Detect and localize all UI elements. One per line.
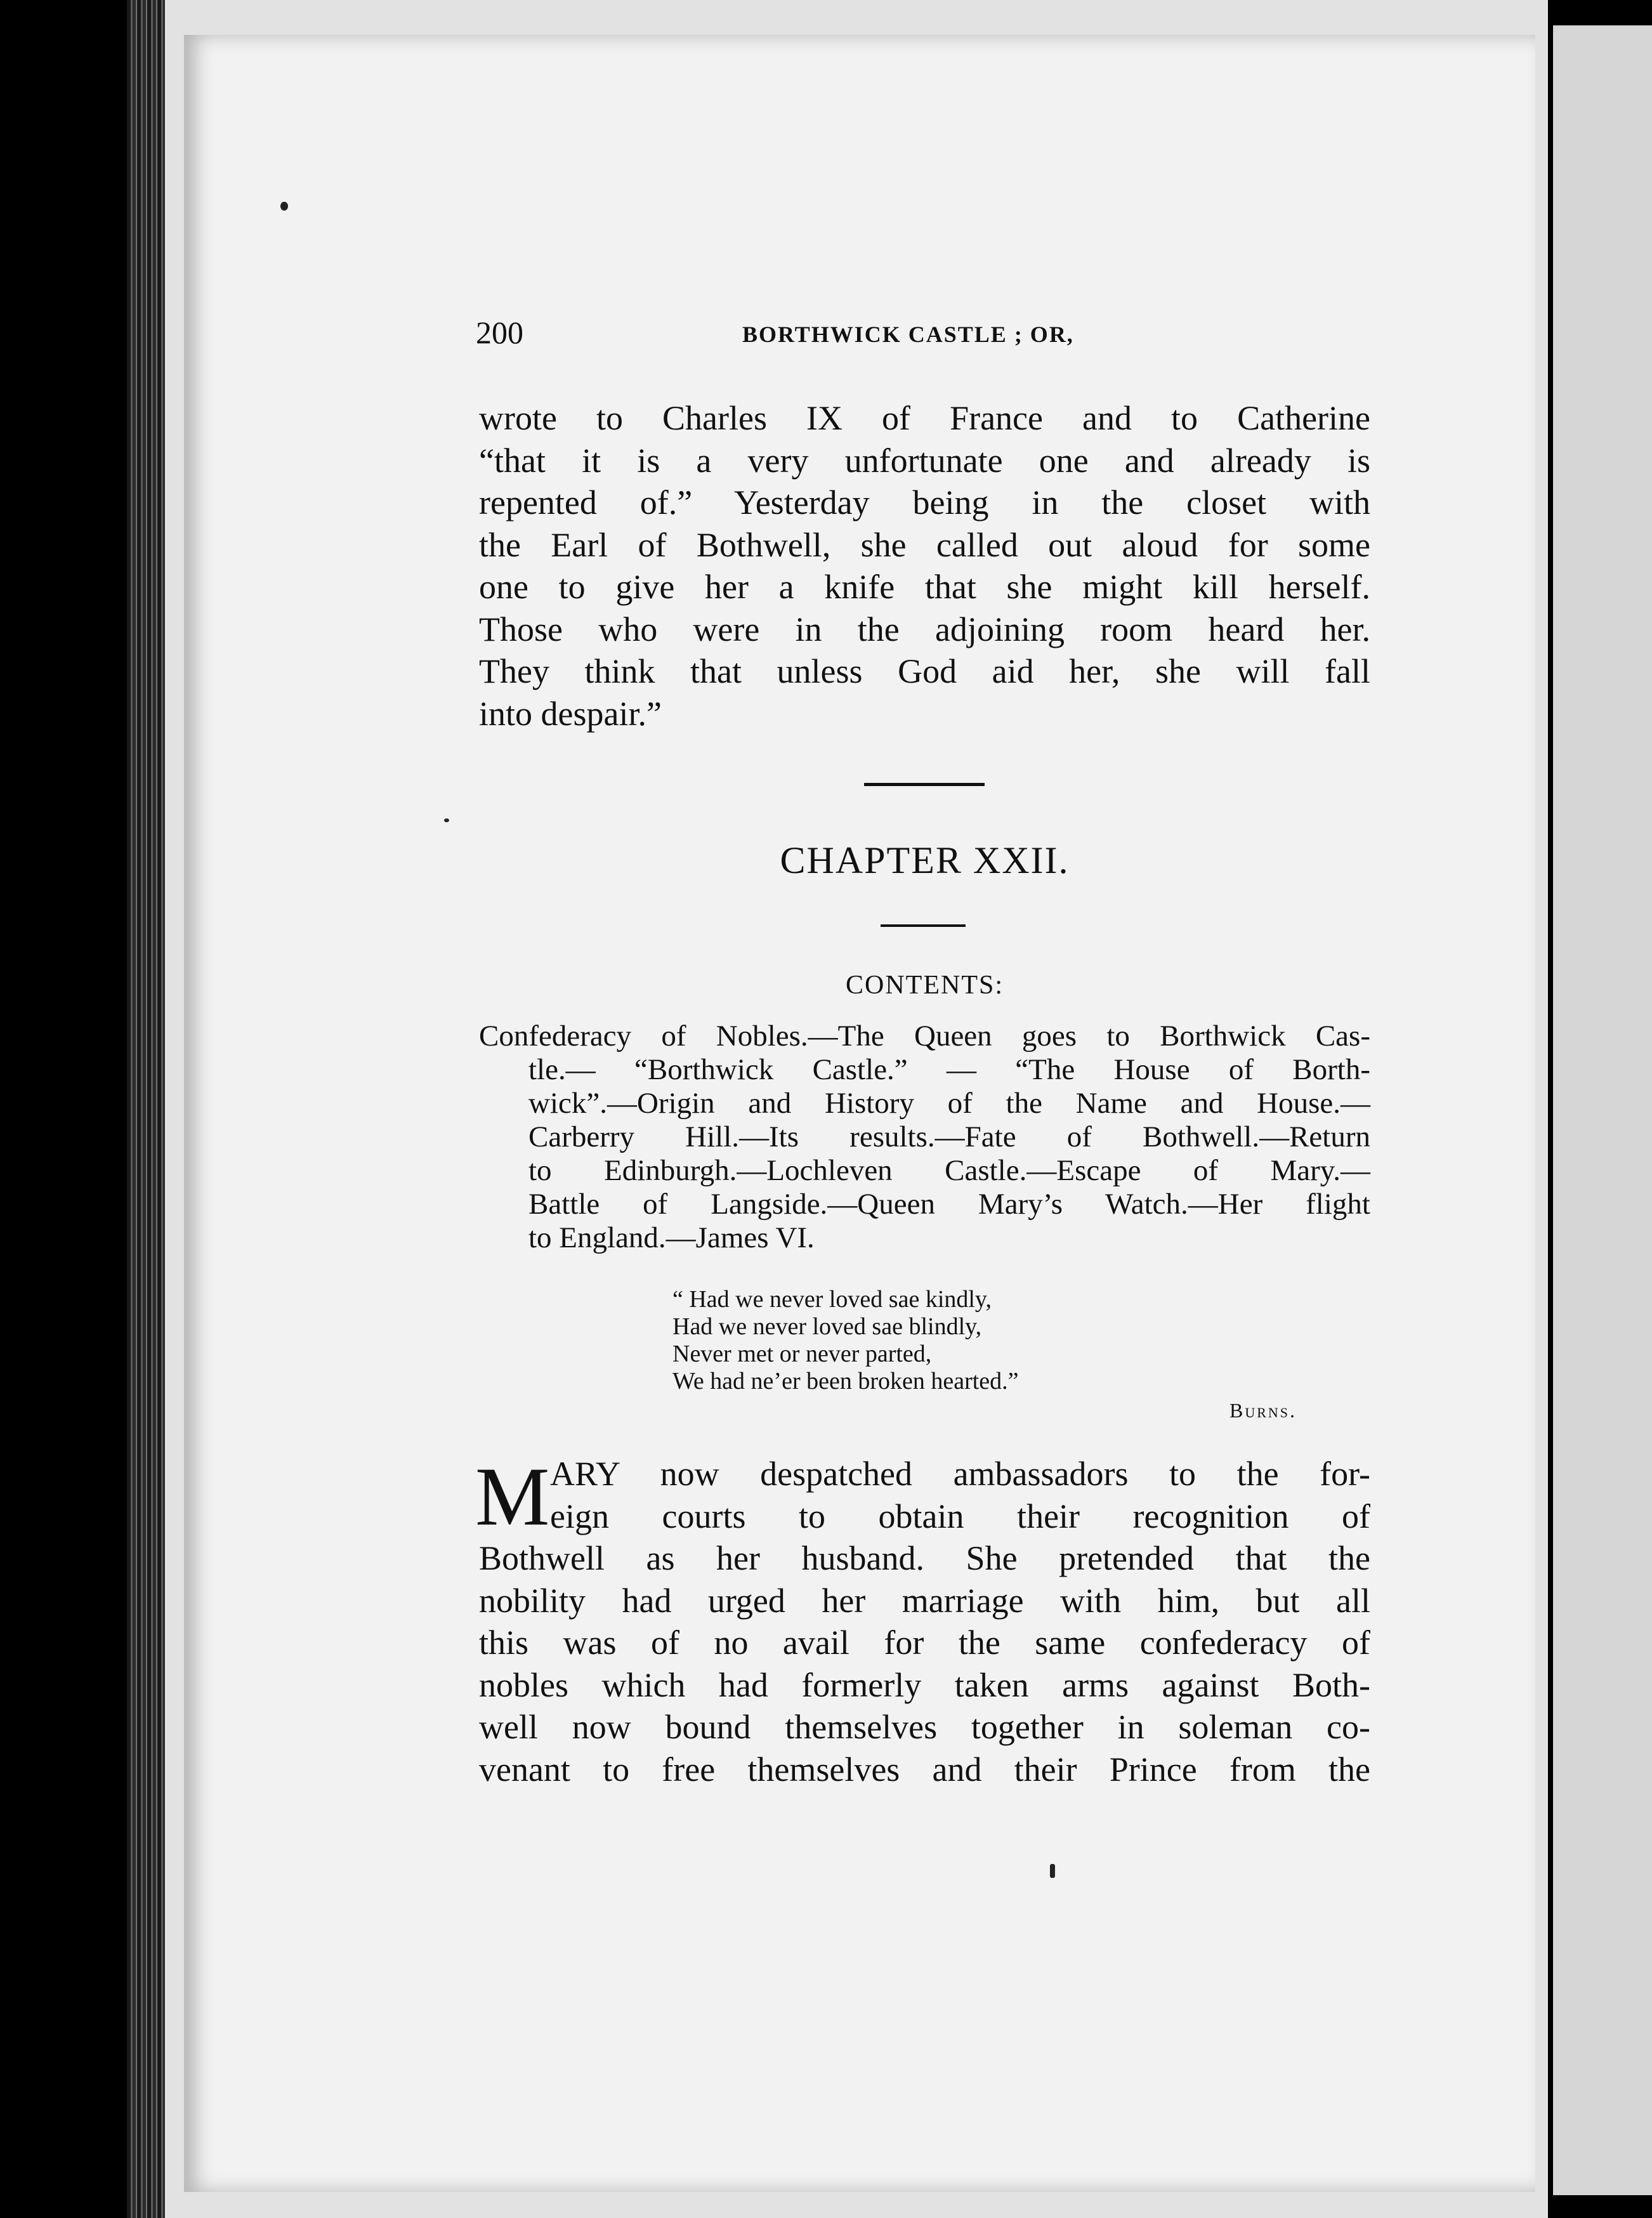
text-line: wrote to Charles IX of France and to Catherine [479,399,1370,437]
running-head: BORTHWICK CASTLE ; OR, [742,322,1074,347]
chapter-paragraph [475,1450,1370,1790]
ink-speck [280,202,288,211]
text-line: venant to free themselves and their Prince from the [479,1750,1370,1788]
section-rule [864,783,985,786]
page-number: 200 [476,315,523,350]
contents-line: wick”.—Origin and History of the Name and House.— [528,1087,1370,1120]
contents-line: to England.—James VI. [528,1221,815,1254]
epigraph-line: We had ne’er been broken hearted.” [672,1368,1019,1394]
contents-line: Carberry Hill.—Its results.—Fate of Bothwell.—Return [528,1120,1370,1153]
chapter-title: CHAPTER XXII. [780,839,1070,881]
ink-speck [1050,1864,1055,1878]
text-line: eign courts to obtain their recognition of [550,1497,1370,1535]
ink-speck [444,818,449,822]
contents-heading: CONTENTS: [846,971,1004,1000]
text-line: nobility had urged her marriage with him, but all [479,1581,1370,1620]
text-line: “that it is a very unfortunate one and already is [479,441,1370,480]
epigraph-line: Had we never loved sae blindly, [672,1313,982,1340]
epigraph-line: “ Had we never loved sae kindly, [672,1286,992,1313]
contents-line: to Edinburgh.—Lochleven Castle.—Escape of Mary.— [528,1154,1370,1187]
text-line: nobles which had formerly taken arms against Both- [479,1665,1370,1704]
text-line: this was of no avail for the same confederacy of [479,1624,1370,1662]
epigraph [672,1286,1019,1395]
facing-page-edge [1553,25,1652,2195]
text-line: ARY now despatched ambassadors to the for- [550,1455,1370,1493]
opening-paragraph [479,397,1370,735]
text-line: well now bound themselves together in soleman co- [479,1708,1370,1746]
text-line: Those who were in the adjoining room heard her. [479,610,1370,648]
text-line: They think that unless God aid her, she will fall [479,652,1370,690]
chapter-contents [479,1020,1370,1255]
drop-cap: M [475,1450,550,1543]
contents-line: tle.— “Borthwick Castle.” — “The House of Borth- [528,1053,1370,1086]
text-line: the Earl of Bothwell, she called out aloud for some [479,525,1370,564]
contents-line: Confederacy of Nobles.—The Queen goes to Borthwick Cas- [479,1020,1370,1053]
text-line: into despair.” [479,694,662,733]
text-line: Bothwell as her husband. She pretended that the [479,1539,1370,1577]
text-line: repented of.” Yesterday being in the closet with [479,483,1370,522]
page-header [476,313,1370,358]
text-line: one to give her a knife that she might kill herself. [479,568,1370,606]
chapter-rule [881,924,966,927]
epigraph-line: Never met or never parted, [672,1341,932,1367]
epigraph-attribution: Burns. [1229,1399,1297,1422]
contents-line: Battle of Langside.—Queen Mary’s Watch.—Her flight [528,1188,1370,1221]
